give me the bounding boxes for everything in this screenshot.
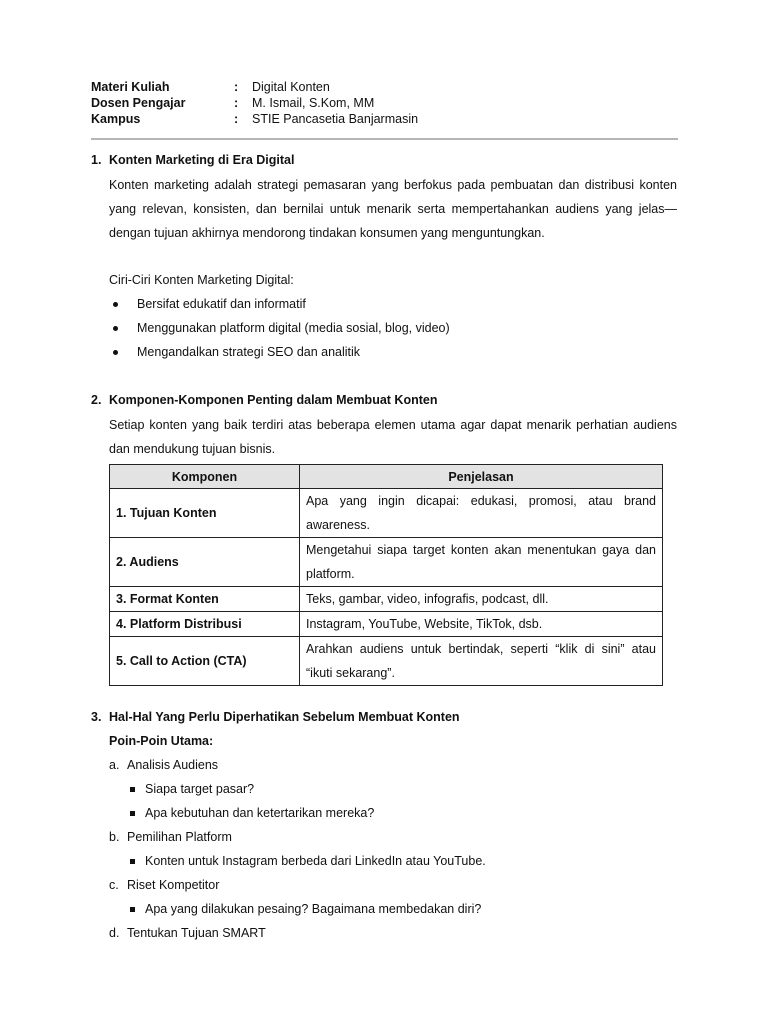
item-letter: d. [109,926,120,940]
header-value: M. Ismail, S.Kom, MM [252,96,375,110]
header-label: Kampus [91,112,141,126]
header-label: Dosen Pengajar [91,96,186,110]
list-item: Bersifat edukatif dan informatif [137,297,306,311]
table-cell-komponen: 5. Call to Action (CTA) [110,637,300,686]
header-colon: : [234,96,239,110]
header-value: Digital Konten [252,80,330,94]
section-number: 3. [91,710,102,724]
item-letter: c. [109,878,119,892]
list-item: Menggunakan platform digital (media sosial, blog, video) [137,321,450,335]
table-cell-penjelasan: Mengetahui siapa target konten akan menentukan gaya dan platform. [300,538,663,587]
item-label: Pemilihan Platform [127,830,232,844]
bullet-dot-icon [113,350,118,355]
table-cell-penjelasan: Teks, gambar, video, infografis, podcast, dll. [300,587,663,612]
sub-item: Konten untuk Instagram berbeda dari LinkedIn atau YouTube. [145,854,486,868]
table-row [110,587,663,612]
sub-item: Siapa target pasar? [145,782,255,796]
section-title: Hal-Hal Yang Perlu Diperhatikan Sebelum Membuat Konten [109,710,460,724]
section-paragraph: Konten marketing adalah strategi pemasaran yang berfokus pada pembuatan dan distribusi konten yang relevan, konsisten, dan bernilai untuk menarik serta mempertahankan audiens yang jelas—dengan tujuan akhirnya mendorong tindakan konsumen yang menguntungkan. [109,178,677,240]
item-label: Riset Kompetitor [127,878,220,892]
section-number: 1. [91,153,102,167]
table-cell-komponen: 4. Platform Distribusi [110,612,300,637]
square-bullet-icon [130,859,135,864]
square-bullet-icon [130,907,135,912]
section-title: Komponen-Komponen Penting dalam Membuat Konten [109,393,438,407]
sub-item: Apa kebutuhan dan ketertarikan mereka? [145,806,375,820]
list-item: Mengandalkan strategi SEO dan analitik [137,345,361,359]
header-label: Materi Kuliah [91,80,170,94]
table-row [110,538,663,587]
item-label: Analisis Audiens [127,758,219,772]
table-row [110,612,663,637]
table-row [110,489,663,538]
header-colon: : [234,112,239,126]
header-divider [91,138,678,140]
table-header-cell: Penjelasan [300,465,663,489]
square-bullet-icon [130,811,135,816]
square-bullet-icon [130,787,135,792]
components-table [109,464,663,686]
bullet-dot-icon [113,326,118,331]
item-letter: a. [109,758,120,772]
table-row [110,637,663,686]
header-value: STIE Pancasetia Banjarmasin [252,112,419,126]
table-cell-komponen: 1. Tujuan Konten [110,489,300,538]
bullet-dot-icon [113,302,118,307]
table-cell-komponen: 2. Audiens [110,538,300,587]
item-letter: b. [109,830,120,844]
sub-item: Apa yang dilakukan pesaing? Bagaimana membedakan diri? [145,902,482,916]
table-cell-penjelasan: Apa yang ingin dicapai: edukasi, promosi, atau brand awareness. [300,489,663,538]
table-header-row [110,465,663,489]
header-colon: : [234,80,239,94]
table-cell-penjelasan: Instagram, YouTube, Website, TikTok, dsb. [300,612,663,637]
section-number: 2. [91,393,102,407]
section-paragraph: Setiap konten yang baik terdiri atas beberapa elemen utama agar dapat menarik perhatian audiens dan mendukung tujuan bisnis. [109,418,677,456]
item-label: Tentukan Tujuan SMART [127,926,266,940]
table-cell-penjelasan: Arahkan audiens untuk bertindak, seperti “klik di sini” atau “ikuti sekarang”. [300,637,663,686]
list-intro: Ciri-Ciri Konten Marketing Digital: [109,273,294,287]
table-header-cell: Komponen [110,465,300,489]
section-title: Konten Marketing di Era Digital [109,153,295,167]
section-subtitle: Poin-Poin Utama: [109,734,214,748]
table-cell-komponen: 3. Format Konten [110,587,300,612]
